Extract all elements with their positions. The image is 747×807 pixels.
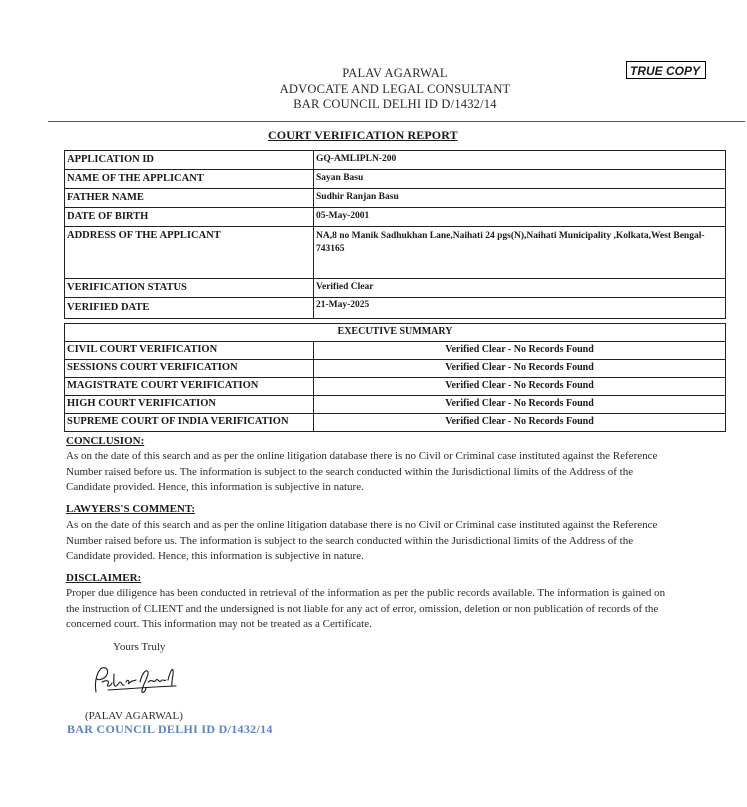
table-row [65, 227, 726, 279]
conclusion-line: Candidate provided. Hence, this information is subjective in nature. [66, 481, 364, 493]
disclaimer-line: concerned court. This information may not be treated as a Certificate. [66, 618, 372, 630]
detail-value: NA,8 no Manik Sadhukhan Lane,Naihati 24 pgs(N),Naihati Municipality ,Kolkata,West Bengal-743165 [314, 227, 726, 279]
lawyers-comment-line: Candidate provided. Hence, this information is subjective in nature. [66, 550, 364, 562]
disclaimer-text [66, 586, 726, 633]
disclaimer-heading: DISCLAIMER: [66, 572, 142, 584]
table-row [65, 414, 726, 432]
table-row [65, 298, 726, 319]
lawyers-comment-text [66, 518, 726, 565]
conclusion-line: Number raised before us. The information is subject to the search conducted within the Jurisdictional limits of the Address of the [66, 465, 634, 478]
table-row [65, 208, 726, 227]
detail-value: Sayan Basu [314, 170, 726, 189]
true-copy-stamp: TRUE COPY [626, 61, 706, 79]
conclusion-heading: CONCLUSION: [66, 435, 145, 447]
table-row [65, 360, 726, 378]
lawyers-comment-line: As on the date of this search and as per the online litigation database there is no Civil or Criminal case instituted against the Reference [66, 519, 658, 531]
summary-label: SESSIONS COURT VERIFICATION [65, 360, 314, 378]
advocate-name: PALAV AGARWAL [342, 66, 448, 80]
advocate-title: ADVOCATE AND LEGAL CONSULTANT [279, 81, 511, 96]
signatory-name: (PALAV AGARWAL) [85, 710, 183, 722]
table-row [65, 342, 726, 360]
executive-summary-table [64, 323, 726, 432]
lawyers-comment-line: Number raised before us. The information is subject to the search conducted within the Jurisdictional limits of the Address of the [66, 534, 634, 547]
summary-value: Verified Clear - No Records Found [314, 414, 726, 432]
signature-image [88, 660, 188, 700]
detail-label: VERIFICATION STATUS [65, 279, 314, 298]
detail-value: 21-May-2025 [314, 298, 726, 319]
detail-label: DATE OF BIRTH [65, 208, 314, 227]
disclaimer-line: Proper due diligence has been conducted in retrieval of the information as per the public records available. The information is gained on [66, 587, 666, 599]
detail-value: GQ-AMLIPLN-200 [314, 151, 726, 170]
detail-label: VERIFIED DATE [65, 298, 314, 319]
summary-label: CIVIL COURT VERIFICATION [65, 342, 314, 360]
detail-value: Verified Clear [314, 279, 726, 298]
detail-label: NAME OF THE APPLICANT [65, 170, 314, 189]
table-row [65, 396, 726, 414]
table-row [65, 170, 726, 189]
summary-label: HIGH COURT VERIFICATION [65, 396, 314, 414]
conclusion-line: As on the date of this search and as per the online litigation database there is no Civil or Criminal case instituted against the Reference [66, 450, 658, 462]
table-row [65, 279, 726, 298]
header-divider [48, 121, 745, 122]
table-row [65, 378, 726, 396]
summary-value: Verified Clear - No Records Found [314, 342, 726, 360]
applicant-details-table [64, 150, 726, 319]
conclusion-text [66, 449, 726, 496]
summary-value: Verified Clear - No Records Found [314, 378, 726, 396]
disclaimer-line: the instruction of CLIENT and the undersigned is not liable for any act of error, omission, deletion or non publication of records of the [66, 602, 659, 615]
yours-truly: Yours Truly [113, 641, 166, 653]
detail-value: 05-May-2001 [314, 208, 726, 227]
table-row [65, 151, 726, 170]
detail-label: ADDRESS OF THE APPLICANT [65, 227, 314, 279]
summary-value: Verified Clear - No Records Found [314, 360, 726, 378]
table-row [65, 324, 726, 342]
detail-label: APPLICATION ID [65, 151, 314, 170]
lawyers-comment-heading: LAWYERS'S COMMENT: [66, 503, 196, 515]
report-title: COURT VERIFICATION REPORT [268, 128, 458, 142]
summary-label: SUPREME COURT OF INDIA VERIFICATION [65, 414, 314, 432]
letterhead [230, 66, 560, 113]
summary-label: MAGISTRATE COURT VERIFICATION [65, 378, 314, 396]
detail-label: FATHER NAME [65, 189, 314, 208]
summary-value: Verified Clear - No Records Found [314, 396, 726, 414]
advocate-bar-id: BAR COUNCIL DELHI ID D/1432/14 [293, 97, 497, 111]
signatory-bar-id: BAR COUNCIL DELHI ID D/1432/14 [67, 722, 273, 736]
executive-summary-heading: EXECUTIVE SUMMARY [65, 324, 726, 342]
detail-value: Sudhir Ranjan Basu [314, 189, 726, 208]
table-row [65, 189, 726, 208]
